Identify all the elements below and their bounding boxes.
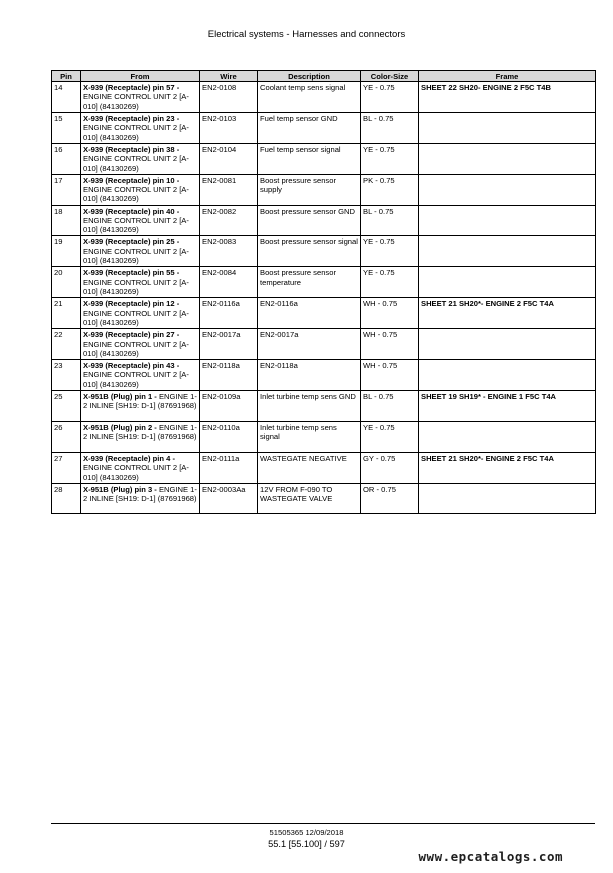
cell-from bbox=[81, 360, 200, 391]
cell-frame bbox=[419, 452, 596, 483]
cell-pin: 21 bbox=[52, 298, 81, 329]
column-header-frame: Frame bbox=[419, 71, 596, 82]
cell-wire: EN2-0103 bbox=[200, 112, 258, 143]
cell-pin: 26 bbox=[52, 421, 81, 452]
cell-description: Boost pressure sensor temperature bbox=[258, 267, 361, 298]
from-component: ENGINE 1-2 INLINE [SH19: D-1] (87691968) bbox=[83, 422, 197, 442]
cell-from bbox=[81, 236, 200, 267]
cell-wire: EN2-0083 bbox=[200, 236, 258, 267]
cell-color-size: YE - 0.75 bbox=[361, 82, 419, 113]
cell-wire: EN2-0109a bbox=[200, 390, 258, 421]
frame-sheet-label: SHEET 19 SH19* - ENGINE 1 F5C T4A bbox=[421, 391, 557, 401]
from-connector-pin: X-951B (Plug) pin 2 - bbox=[83, 422, 157, 432]
column-header-color-size: Color-Size bbox=[361, 71, 419, 82]
cell-color-size: WH - 0.75 bbox=[361, 298, 419, 329]
cell-wire: EN2-0082 bbox=[200, 205, 258, 236]
cell-wire: EN2-0111a bbox=[200, 452, 258, 483]
cell-pin: 17 bbox=[52, 174, 81, 205]
table-row bbox=[52, 421, 596, 452]
cell-pin: 25 bbox=[52, 390, 81, 421]
page-reference: 55.1 [55.100] / 597 bbox=[268, 839, 345, 849]
cell-frame bbox=[419, 483, 596, 514]
cell-description: EN2-0118a bbox=[258, 360, 361, 391]
cell-frame bbox=[419, 205, 596, 236]
cell-color-size: YE - 0.75 bbox=[361, 236, 419, 267]
from-connector-pin: X-939 (Receptacle) pin 55 - bbox=[83, 268, 180, 278]
table-body bbox=[52, 82, 596, 514]
cell-color-size: YE - 0.75 bbox=[361, 421, 419, 452]
cell-frame bbox=[419, 112, 596, 143]
from-connector-pin: X-939 (Receptacle) pin 4 - bbox=[83, 453, 176, 463]
from-component: ENGINE CONTROL UNIT 2 [A-010] (84130269) bbox=[83, 123, 189, 142]
frame-sheet-label: SHEET 22 SH20- ENGINE 2 F5C T4B bbox=[421, 83, 551, 92]
cell-frame bbox=[419, 82, 596, 113]
cell-pin: 14 bbox=[52, 82, 81, 113]
from-component: ENGINE CONTROL UNIT 2 [A-010] (84130269) bbox=[83, 308, 189, 328]
table-row bbox=[52, 236, 596, 267]
cell-from bbox=[81, 298, 200, 329]
cell-from bbox=[81, 421, 200, 452]
cell-color-size: OR - 0.75 bbox=[361, 483, 419, 514]
cell-color-size: BL - 0.75 bbox=[361, 390, 419, 421]
from-connector-pin: X-939 (Receptacle) pin 40 - bbox=[83, 206, 180, 216]
table-row bbox=[52, 483, 596, 514]
frame-sheet-label: SHEET 21 SH20*- ENGINE 2 F5C T4A bbox=[421, 299, 554, 309]
cell-wire: EN2-0118a bbox=[200, 360, 258, 391]
cell-description: WASTEGATE NEGATIVE bbox=[258, 452, 361, 483]
column-header-description: Description bbox=[258, 71, 361, 82]
cell-frame bbox=[419, 174, 596, 205]
table-row bbox=[52, 143, 596, 174]
from-component: ENGINE CONTROL UNIT 2 [A-010] (84130269) bbox=[83, 215, 189, 235]
cell-wire: EN2-0081 bbox=[200, 174, 258, 205]
cell-description: Boost pressure sensor supply bbox=[258, 174, 361, 205]
cell-description: EN2-0116a bbox=[258, 298, 361, 329]
cell-from bbox=[81, 82, 200, 113]
cell-frame bbox=[419, 390, 596, 421]
table-row bbox=[52, 360, 596, 391]
table-row bbox=[52, 329, 596, 360]
column-header-wire: Wire bbox=[200, 71, 258, 82]
document-reference: 51505365 12/09/2018 bbox=[269, 828, 344, 837]
cell-description: EN2-0017a bbox=[258, 329, 361, 360]
column-header-pin: Pin bbox=[52, 71, 81, 82]
cell-color-size: WH - 0.75 bbox=[361, 360, 419, 391]
cell-pin: 20 bbox=[52, 267, 81, 298]
from-component: ENGINE CONTROL UNIT 2 [A-010] (84130269) bbox=[83, 246, 189, 266]
cell-description: Inlet turbine temp sens GND bbox=[258, 390, 361, 421]
cell-frame bbox=[419, 360, 596, 391]
table-row bbox=[52, 205, 596, 236]
table-row bbox=[52, 452, 596, 483]
cell-from bbox=[81, 452, 200, 483]
cell-wire: EN2-0116a bbox=[200, 298, 258, 329]
from-connector-pin: X-939 (Receptacle) pin 10 - bbox=[83, 175, 180, 185]
cell-frame bbox=[419, 329, 596, 360]
from-component: ENGINE CONTROL UNIT 2 [A-010] (84130269) bbox=[83, 185, 189, 204]
cell-from bbox=[81, 112, 200, 143]
cell-wire: EN2-0003Aa bbox=[200, 483, 258, 514]
cell-color-size: YE - 0.75 bbox=[361, 267, 419, 298]
cell-pin: 23 bbox=[52, 360, 81, 391]
connector-table bbox=[51, 70, 596, 514]
from-connector-pin: X-939 (Receptacle) pin 43 - bbox=[83, 361, 180, 371]
from-component: ENGINE 1-2 INLINE [SH19: D-1] (87691968) bbox=[83, 484, 197, 503]
table-row bbox=[52, 112, 596, 143]
cell-pin: 18 bbox=[52, 205, 81, 236]
cell-color-size: YE - 0.75 bbox=[361, 143, 419, 174]
cell-description: Fuel temp sensor signal bbox=[258, 143, 361, 174]
watermark: www.epcatalogs.com bbox=[418, 849, 563, 864]
column-header-from: From bbox=[81, 71, 200, 82]
frame-sheet-label: SHEET 21 SH20*- ENGINE 2 F5C T4A bbox=[421, 453, 554, 463]
cell-from bbox=[81, 143, 200, 174]
cell-description: Boost pressure sensor GND bbox=[258, 205, 361, 236]
cell-from bbox=[81, 329, 200, 360]
page-title: Electrical systems - Harnesses and connectors bbox=[207, 29, 406, 40]
cell-frame bbox=[419, 298, 596, 329]
from-connector-pin: X-939 (Receptacle) pin 27 - bbox=[83, 330, 180, 340]
cell-from bbox=[81, 205, 200, 236]
cell-description: Inlet turbine temp sens signal bbox=[258, 421, 361, 452]
from-component: ENGINE CONTROL UNIT 2 [A-010] (84130269) bbox=[83, 92, 189, 111]
from-component: ENGINE 1-2 INLINE [SH19: D-1] (87691968) bbox=[83, 391, 197, 411]
from-connector-pin: X-939 (Receptacle) pin 38 - bbox=[83, 144, 180, 154]
cell-wire: EN2-0084 bbox=[200, 267, 258, 298]
from-connector-pin: X-951B (Plug) pin 1 - bbox=[83, 391, 157, 401]
from-connector-pin: X-939 (Receptacle) pin 23 - bbox=[83, 113, 180, 123]
cell-color-size: GY - 0.75 bbox=[361, 452, 419, 483]
from-component: ENGINE CONTROL UNIT 2 [A-010] (84130269) bbox=[83, 370, 189, 389]
table-row bbox=[52, 174, 596, 205]
cell-wire: EN2-0104 bbox=[200, 143, 258, 174]
cell-description: Boost pressure sensor signal bbox=[258, 236, 361, 267]
from-component: ENGINE CONTROL UNIT 2 [A-010] (84130269) bbox=[83, 463, 189, 482]
cell-frame bbox=[419, 421, 596, 452]
table-header-row bbox=[52, 71, 596, 82]
table-row bbox=[52, 390, 596, 421]
table-row bbox=[52, 82, 596, 113]
cell-from bbox=[81, 483, 200, 514]
cell-wire: EN2-0108 bbox=[200, 82, 258, 113]
footer-divider bbox=[51, 823, 595, 824]
cell-from bbox=[81, 390, 200, 421]
cell-color-size: WH - 0.75 bbox=[361, 329, 419, 360]
cell-description: Coolant temp sens signal bbox=[258, 82, 361, 113]
cell-pin: 19 bbox=[52, 236, 81, 267]
cell-wire: EN2-0110a bbox=[200, 421, 258, 452]
cell-color-size: BL - 0.75 bbox=[361, 205, 419, 236]
from-connector-pin: X-939 (Receptacle) pin 57 - bbox=[83, 83, 180, 92]
cell-frame bbox=[419, 236, 596, 267]
cell-description: 12V FROM F-090 TO WASTEGATE VALVE bbox=[258, 483, 361, 514]
cell-from bbox=[81, 174, 200, 205]
from-component: ENGINE CONTROL UNIT 2 [A-010] (84130269) bbox=[83, 154, 189, 173]
cell-frame bbox=[419, 267, 596, 298]
cell-from bbox=[81, 267, 200, 298]
from-connector-pin: X-939 (Receptacle) pin 12 - bbox=[83, 299, 180, 309]
cell-pin: 22 bbox=[52, 329, 81, 360]
cell-pin: 15 bbox=[52, 112, 81, 143]
from-component: ENGINE CONTROL UNIT 2 [A-010] (84130269) bbox=[83, 339, 189, 358]
cell-pin: 27 bbox=[52, 452, 81, 483]
cell-color-size: BL - 0.75 bbox=[361, 112, 419, 143]
from-connector-pin: X-939 (Receptacle) pin 25 - bbox=[83, 237, 180, 247]
table-row bbox=[52, 267, 596, 298]
from-connector-pin: X-951B (Plug) pin 3 - bbox=[83, 484, 157, 494]
from-component: ENGINE CONTROL UNIT 2 [A-010] (84130269) bbox=[83, 277, 189, 297]
cell-color-size: PK - 0.75 bbox=[361, 174, 419, 205]
cell-description: Fuel temp sensor GND bbox=[258, 112, 361, 143]
cell-pin: 16 bbox=[52, 143, 81, 174]
table-row bbox=[52, 298, 596, 329]
cell-pin: 28 bbox=[52, 483, 81, 514]
cell-wire: EN2-0017a bbox=[200, 329, 258, 360]
cell-frame bbox=[419, 143, 596, 174]
